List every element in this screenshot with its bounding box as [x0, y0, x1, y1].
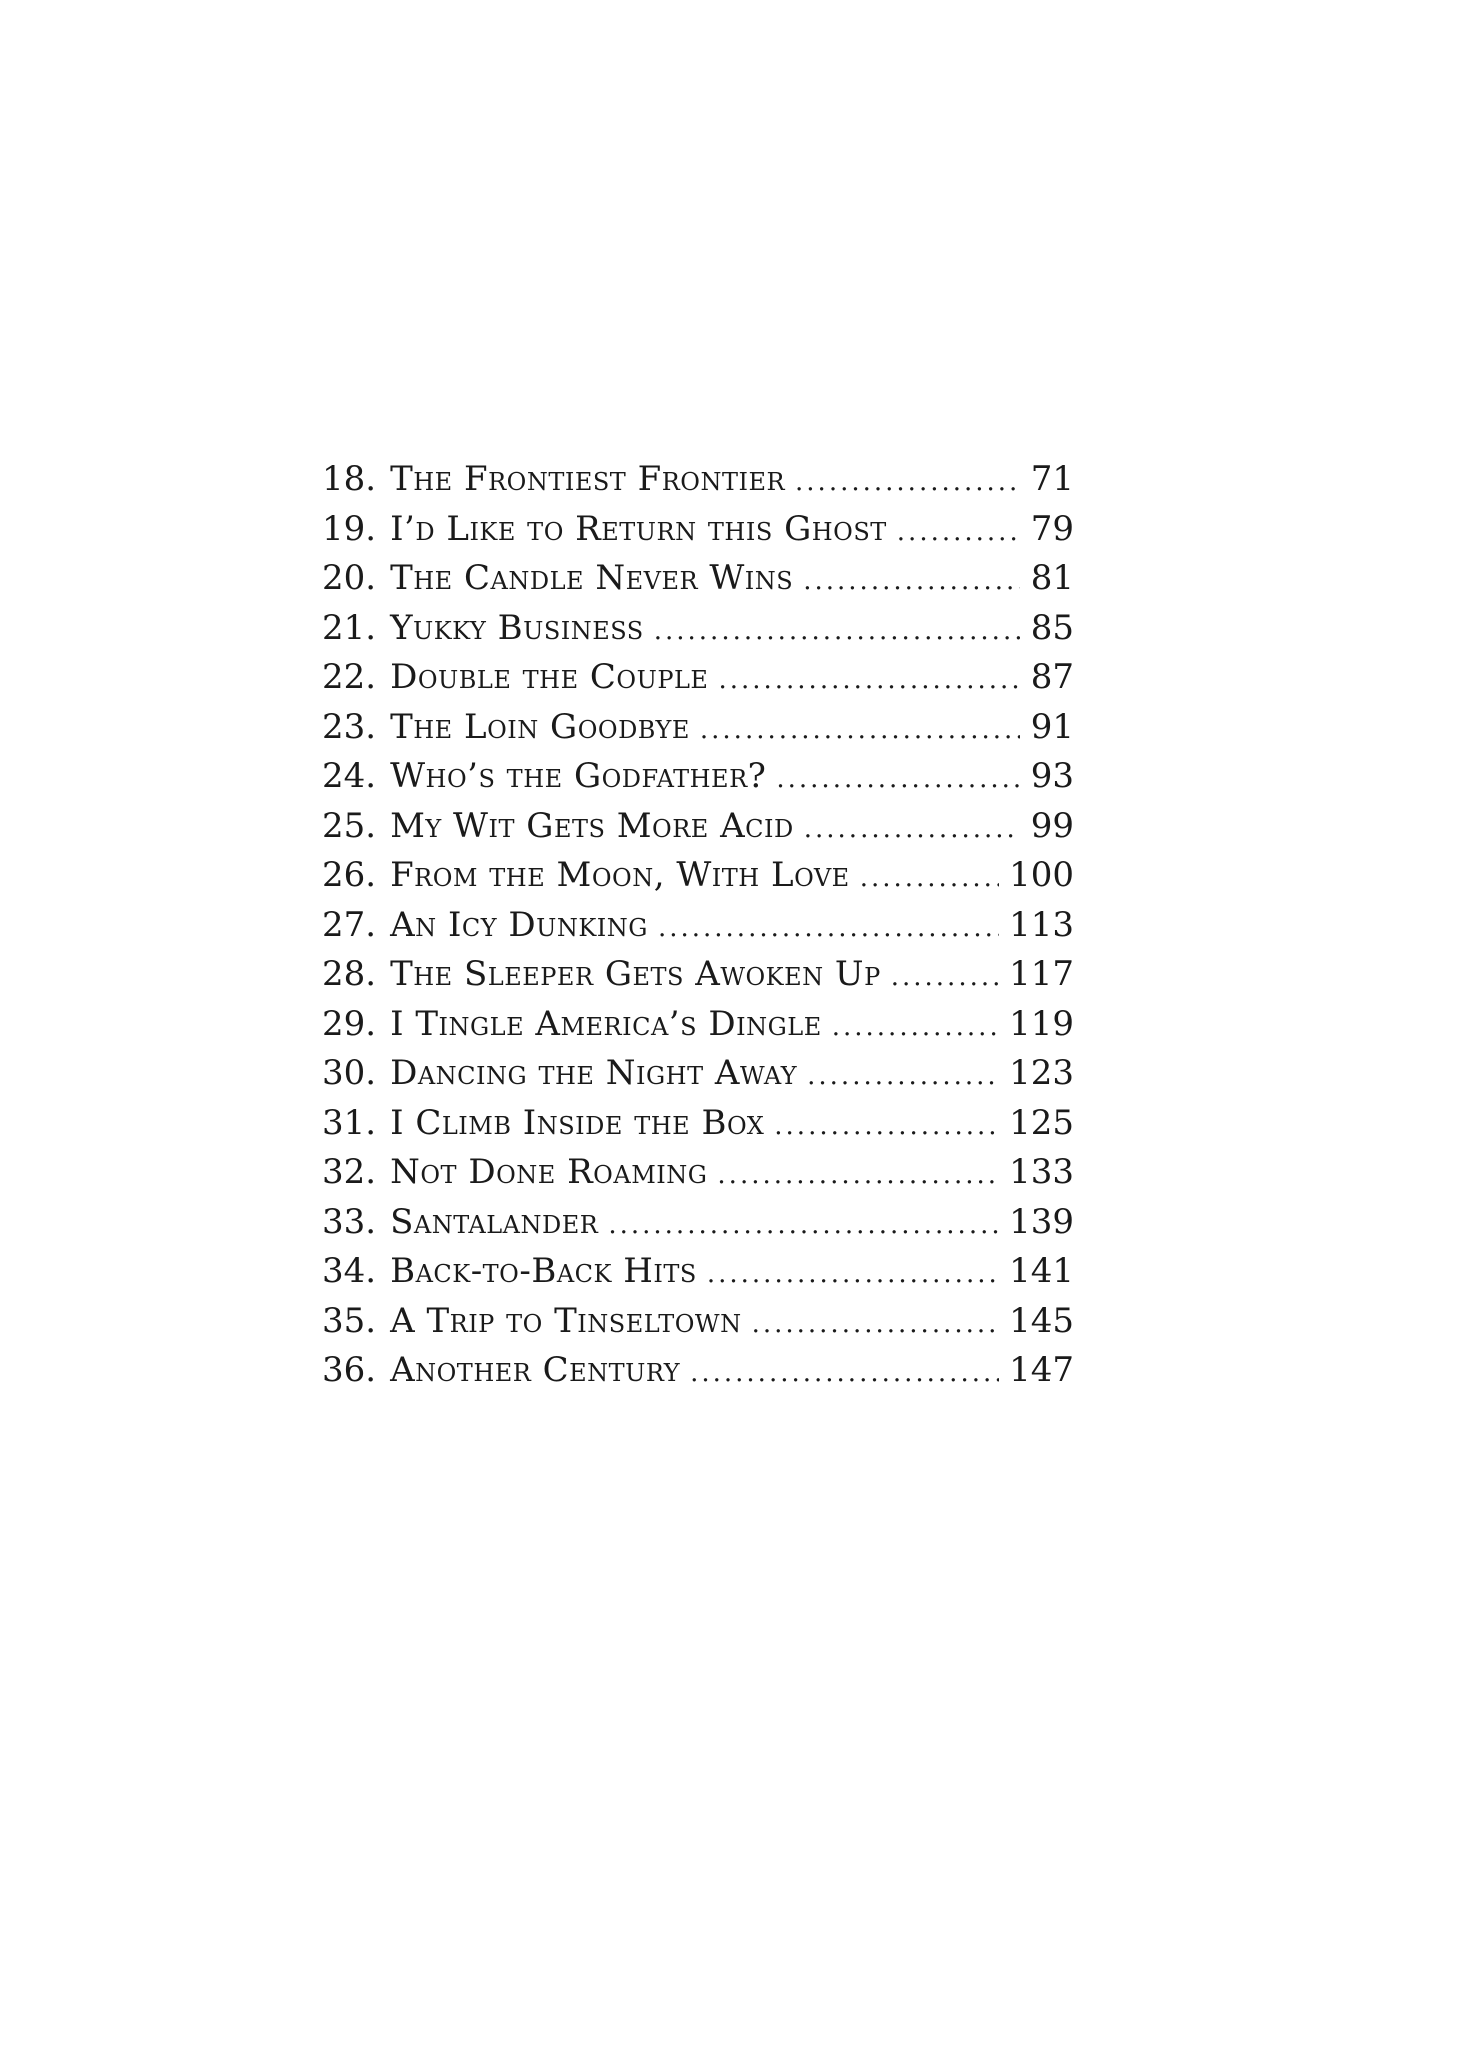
- dot-leader: [658, 904, 999, 954]
- dot-leader: [690, 1349, 999, 1399]
- chapter-number: 22.: [322, 657, 377, 697]
- toc-entry: [322, 1099, 1074, 1149]
- chapter-title: An Icy Dunking: [390, 904, 648, 945]
- chapter-number: 30.: [322, 1053, 377, 1093]
- page-number: 139: [1009, 1201, 1074, 1242]
- dot-leader: [832, 1003, 999, 1053]
- toc-entry: [322, 1247, 1074, 1297]
- page-number: 147: [1009, 1350, 1074, 1390]
- page-number: 145: [1009, 1300, 1074, 1341]
- chapter-title: The Loin Goodbye: [390, 706, 690, 747]
- page-number: 100: [1009, 855, 1074, 895]
- chapter-number: 29.: [322, 1003, 377, 1044]
- page-number: 81: [1030, 558, 1074, 598]
- chapter-title: A Trip to Tinseltown: [390, 1300, 742, 1341]
- page-number: 91: [1030, 706, 1074, 747]
- chapter-number: 32.: [322, 1152, 377, 1192]
- table-of-contents: [322, 455, 1074, 1396]
- chapter-number: 35.: [322, 1300, 377, 1341]
- dot-leader: [803, 557, 1020, 607]
- toc-entry: [322, 604, 1074, 654]
- page-number: 99: [1030, 805, 1074, 846]
- toc-entry: [322, 752, 1074, 802]
- page-number: 79: [1030, 508, 1074, 549]
- page-number: 87: [1030, 657, 1074, 697]
- toc-entry: [322, 1049, 1074, 1099]
- page-number: 141: [1009, 1251, 1074, 1291]
- toc-entry: [322, 1198, 1074, 1248]
- dot-leader: [752, 1300, 1000, 1350]
- chapter-number: 24.: [322, 756, 377, 796]
- toc-entry: [322, 851, 1074, 901]
- dot-leader: [897, 508, 1020, 558]
- toc-entry: [322, 802, 1074, 852]
- chapter-title: From the Moon, With Love: [390, 855, 850, 895]
- toc-entry: [322, 1346, 1074, 1396]
- toc-entry: [322, 703, 1074, 753]
- chapter-title: I Climb Inside the Box: [390, 1102, 765, 1143]
- dot-leader: [700, 706, 1020, 756]
- toc-entry: [322, 1297, 1074, 1347]
- page-number: 117: [1009, 954, 1074, 994]
- page-number: 125: [1009, 1102, 1074, 1143]
- chapter-number: 19.: [322, 508, 377, 549]
- chapter-number: 33.: [322, 1201, 377, 1242]
- chapter-title: Not Done Roaming: [390, 1152, 708, 1192]
- toc-entry: [322, 1000, 1074, 1050]
- chapter-title: Santalander: [390, 1201, 599, 1242]
- dot-leader: [707, 1250, 999, 1300]
- toc-entry: [322, 653, 1074, 703]
- chapter-number: 21.: [322, 607, 377, 648]
- chapter-number: 34.: [322, 1251, 377, 1291]
- dot-leader: [717, 1151, 999, 1201]
- chapter-number: 20.: [322, 558, 377, 598]
- dot-leader: [718, 656, 1020, 706]
- dot-leader: [891, 953, 999, 1003]
- chapter-title: Yukky Business: [390, 607, 644, 648]
- chapter-number: 18.: [322, 459, 377, 499]
- page-number: 133: [1009, 1152, 1074, 1192]
- page-number: 93: [1030, 756, 1074, 796]
- toc-entry: [322, 554, 1074, 604]
- chapter-number: 28.: [322, 954, 377, 994]
- chapter-title: My Wit Gets More Acid: [390, 805, 794, 846]
- chapter-number: 25.: [322, 805, 377, 846]
- dot-leader: [774, 1102, 999, 1152]
- dot-leader: [860, 854, 999, 904]
- dot-leader: [795, 458, 1020, 508]
- page-number: 85: [1030, 607, 1074, 648]
- chapter-number: 31.: [322, 1102, 377, 1143]
- toc-entry: [322, 1148, 1074, 1198]
- dot-leader: [608, 1201, 999, 1251]
- chapter-number: 36.: [322, 1350, 377, 1390]
- chapter-title: The Frontiest Frontier: [390, 459, 786, 499]
- chapter-number: 23.: [322, 706, 377, 747]
- dot-leader: [654, 607, 1020, 657]
- dot-leader: [804, 805, 1020, 855]
- dot-leader: [807, 1052, 999, 1102]
- dot-leader: [776, 755, 1020, 805]
- toc-entry: [322, 505, 1074, 555]
- toc-entry: [322, 950, 1074, 1000]
- chapter-title: I’d Like to Return this Ghost: [390, 508, 887, 549]
- chapter-title: Double the Couple: [390, 657, 709, 697]
- chapter-title: Back-to-Back Hits: [390, 1251, 697, 1291]
- chapter-title: I Tingle America’s Dingle: [390, 1003, 822, 1044]
- page-number: 71: [1030, 459, 1074, 499]
- chapter-number: 26.: [322, 855, 377, 895]
- toc-entry: [322, 901, 1074, 951]
- chapter-title: The Candle Never Wins: [390, 558, 794, 598]
- chapter-title: The Sleeper Gets Awoken Up: [390, 954, 881, 994]
- chapter-title: Who’s the Godfather?: [390, 756, 767, 796]
- chapter-title: Dancing the Night Away: [390, 1053, 798, 1093]
- page-number: 113: [1009, 904, 1074, 945]
- toc-entry: [322, 455, 1074, 505]
- chapter-title: Another Century: [390, 1350, 681, 1390]
- page-number: 119: [1009, 1003, 1074, 1044]
- chapter-number: 27.: [322, 904, 377, 945]
- page-number: 123: [1009, 1053, 1074, 1093]
